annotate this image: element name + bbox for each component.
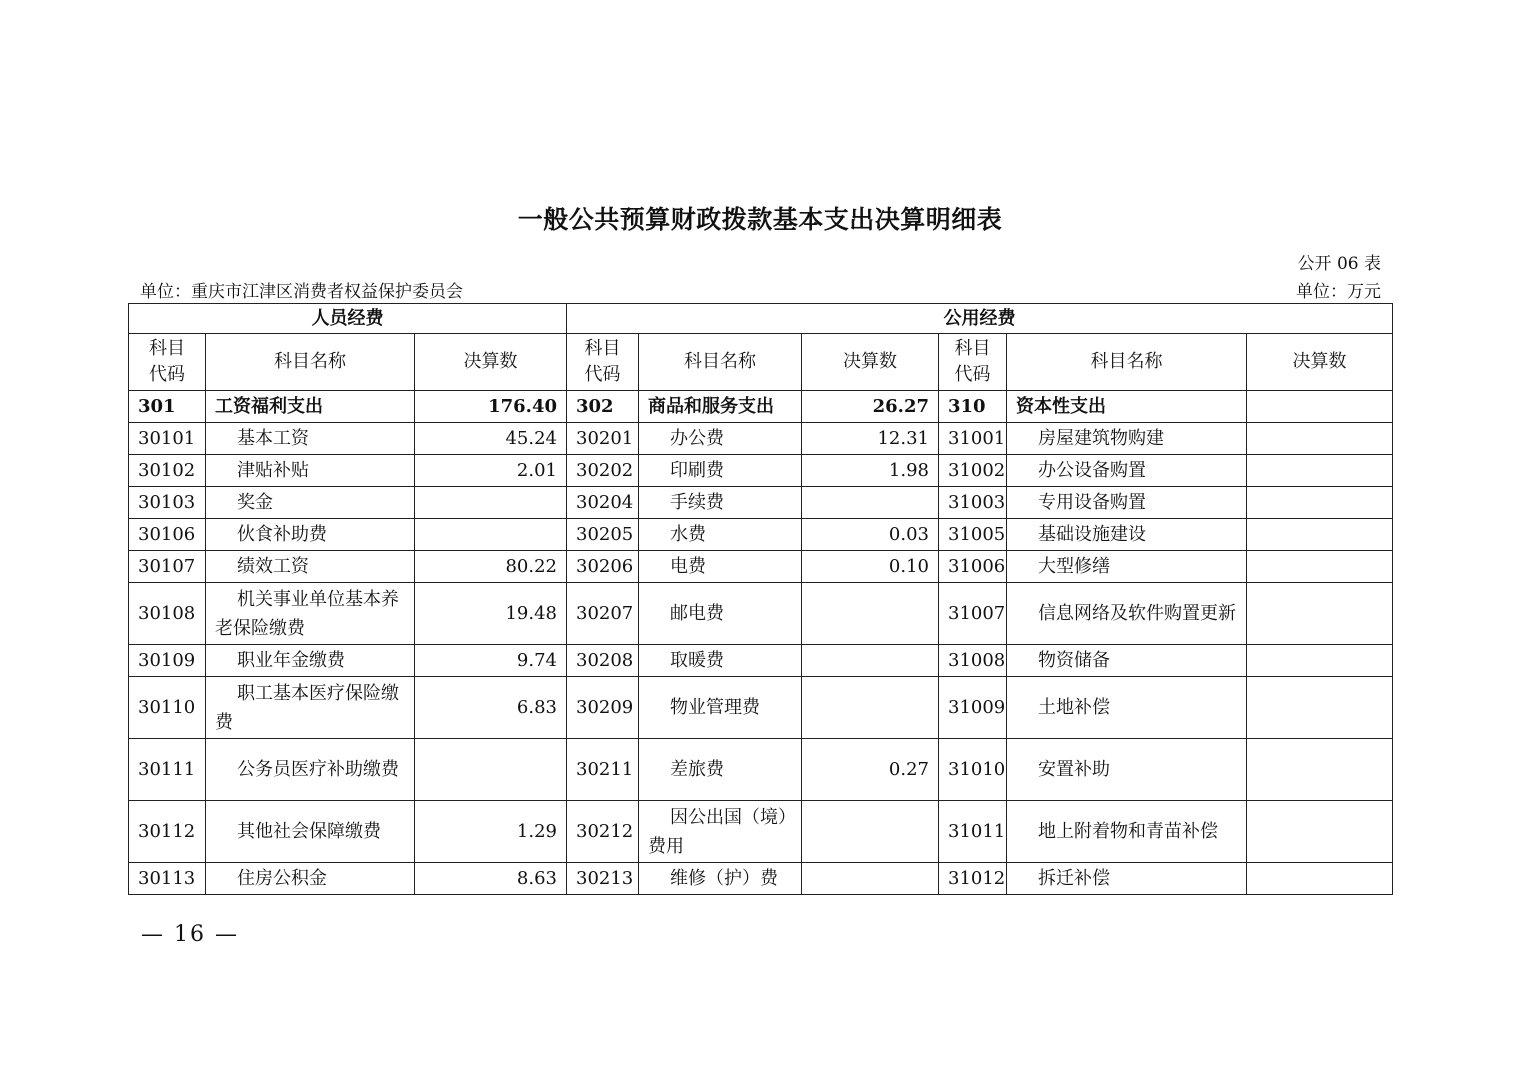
header-name: 科目名称 (639, 334, 802, 391)
amount: 0.10 (802, 551, 939, 583)
table-row (129, 423, 1393, 455)
subject-code: 30112 (129, 801, 206, 863)
subject-name: 奖金 (206, 487, 415, 519)
subject-name: 电费 (639, 551, 802, 583)
subject-name: 差旅费 (639, 739, 802, 801)
subject-name: 津贴补贴 (206, 455, 415, 487)
subject-name: 办公费 (639, 423, 802, 455)
subject-code: 30213 (567, 863, 639, 895)
subject-name: 办公设备购置 (1007, 455, 1247, 487)
unit-organization: 单位：重庆市江津区消费者权益保护委员会 (140, 282, 463, 302)
subject-code: 31006 (939, 551, 1007, 583)
subject-code: 31012 (939, 863, 1007, 895)
subject-name: 信息网络及软件购置更新 (1007, 583, 1247, 645)
subject-code: 30208 (567, 645, 639, 677)
amount (802, 801, 939, 863)
subject-code: 30106 (129, 519, 206, 551)
amount (1247, 487, 1393, 519)
amount: 9.74 (415, 645, 567, 677)
subject-name: 手续费 (639, 487, 802, 519)
amount (802, 583, 939, 645)
amount (1247, 391, 1393, 423)
unit-currency: 单位：万元 (1296, 282, 1381, 302)
header-name: 科目名称 (206, 334, 415, 391)
subject-code: 310 (939, 391, 1007, 423)
amount: 12.31 (802, 423, 939, 455)
subject-name: 地上附着物和青苗补偿 (1007, 801, 1247, 863)
subject-code: 30206 (567, 551, 639, 583)
table-row (129, 677, 1393, 739)
subject-code: 31010 (939, 739, 1007, 801)
subject-code: 31001 (939, 423, 1007, 455)
amount (1247, 801, 1393, 863)
subject-name: 物业管理费 (639, 677, 802, 739)
table-row (129, 455, 1393, 487)
subject-name: 印刷费 (639, 455, 802, 487)
table-row (129, 645, 1393, 677)
subject-code: 31007 (939, 583, 1007, 645)
subject-code: 31011 (939, 801, 1007, 863)
amount: 19.48 (415, 583, 567, 645)
subject-code: 30103 (129, 487, 206, 519)
table-row (129, 519, 1393, 551)
amount: 8.63 (415, 863, 567, 895)
subject-name: 绩效工资 (206, 551, 415, 583)
table-row (129, 391, 1393, 423)
subject-name: 大型修缮 (1007, 551, 1247, 583)
amount (1247, 519, 1393, 551)
subject-code: 31008 (939, 645, 1007, 677)
amount (1247, 455, 1393, 487)
subject-name: 因公出国（境）费用 (639, 801, 802, 863)
subject-code: 30209 (567, 677, 639, 739)
subject-name: 拆迁补偿 (1007, 863, 1247, 895)
amount: 45.24 (415, 423, 567, 455)
subject-name: 邮电费 (639, 583, 802, 645)
subject-code: 31005 (939, 519, 1007, 551)
subject-name: 取暖费 (639, 645, 802, 677)
subject-code: 30111 (129, 739, 206, 801)
subject-code: 301 (129, 391, 206, 423)
header-code: 科目 代码 (939, 334, 1007, 391)
amount: 2.01 (415, 455, 567, 487)
group-public: 公用经费 (567, 304, 1393, 334)
subject-code: 302 (567, 391, 639, 423)
amount (1247, 739, 1393, 801)
subject-name: 维修（护）费 (639, 863, 802, 895)
subject-code: 30101 (129, 423, 206, 455)
amount: 0.03 (802, 519, 939, 551)
subject-name: 商品和服务支出 (639, 391, 802, 423)
amount (802, 863, 939, 895)
subject-name: 其他社会保障缴费 (206, 801, 415, 863)
subject-code: 31002 (939, 455, 1007, 487)
table-row (129, 801, 1393, 863)
amount: 0.27 (802, 739, 939, 801)
subject-code: 31003 (939, 487, 1007, 519)
subject-name: 职业年金缴费 (206, 645, 415, 677)
subject-name: 机关事业单位基本养老保险缴费 (206, 583, 415, 645)
subject-name: 专用设备购置 (1007, 487, 1247, 519)
amount: 26.27 (802, 391, 939, 423)
subject-code: 30207 (567, 583, 639, 645)
subject-code: 30201 (567, 423, 639, 455)
subject-name: 房屋建筑物购建 (1007, 423, 1247, 455)
amount (802, 645, 939, 677)
subject-code: 30202 (567, 455, 639, 487)
group-header-row (129, 304, 1393, 334)
amount: 176.40 (415, 391, 567, 423)
expenditure-table (128, 303, 1393, 895)
amount (415, 739, 567, 801)
subject-name: 基本工资 (206, 423, 415, 455)
amount (1247, 863, 1393, 895)
subject-code: 30108 (129, 583, 206, 645)
subject-code: 30204 (567, 487, 639, 519)
page-number: — 16 — (141, 922, 239, 947)
amount (1247, 583, 1393, 645)
amount (802, 487, 939, 519)
header-amount: 决算数 (802, 334, 939, 391)
amount (1247, 423, 1393, 455)
table-row (129, 863, 1393, 895)
page-title: 一般公共预算财政拨款基本支出决算明细表 (517, 205, 1003, 234)
column-header-row (129, 334, 1393, 391)
table-row (129, 487, 1393, 519)
subject-name: 资本性支出 (1007, 391, 1247, 423)
amount: 6.83 (415, 677, 567, 739)
subject-name: 物资储备 (1007, 645, 1247, 677)
subject-name: 公务员医疗补助缴费 (206, 739, 415, 801)
subject-code: 30212 (567, 801, 639, 863)
form-number: 公开 06 表 (1297, 254, 1381, 274)
table-row (129, 551, 1393, 583)
amount (1247, 677, 1393, 739)
subject-name: 基础设施建设 (1007, 519, 1247, 551)
subject-code: 30110 (129, 677, 206, 739)
subject-name: 伙食补助费 (206, 519, 415, 551)
subject-name: 水费 (639, 519, 802, 551)
amount (415, 487, 567, 519)
amount (1247, 551, 1393, 583)
subject-name: 工资福利支出 (206, 391, 415, 423)
header-amount: 决算数 (415, 334, 567, 391)
subject-name: 住房公积金 (206, 863, 415, 895)
subject-name: 安置补助 (1007, 739, 1247, 801)
amount: 1.29 (415, 801, 567, 863)
header-name: 科目名称 (1007, 334, 1247, 391)
subject-code: 30109 (129, 645, 206, 677)
subject-code: 30113 (129, 863, 206, 895)
subject-code: 30211 (567, 739, 639, 801)
subject-name: 职工基本医疗保险缴费 (206, 677, 415, 739)
table-row (129, 739, 1393, 801)
subject-name: 土地补偿 (1007, 677, 1247, 739)
header-amount: 决算数 (1247, 334, 1393, 391)
subject-code: 30205 (567, 519, 639, 551)
header-code: 科目 代码 (129, 334, 206, 391)
subject-code: 31009 (939, 677, 1007, 739)
amount (1247, 645, 1393, 677)
amount: 1.98 (802, 455, 939, 487)
amount (802, 677, 939, 739)
header-code: 科目 代码 (567, 334, 639, 391)
amount: 80.22 (415, 551, 567, 583)
subject-code: 30107 (129, 551, 206, 583)
amount (415, 519, 567, 551)
subject-code: 30102 (129, 455, 206, 487)
table-row (129, 583, 1393, 645)
group-personnel: 人员经费 (129, 304, 567, 334)
